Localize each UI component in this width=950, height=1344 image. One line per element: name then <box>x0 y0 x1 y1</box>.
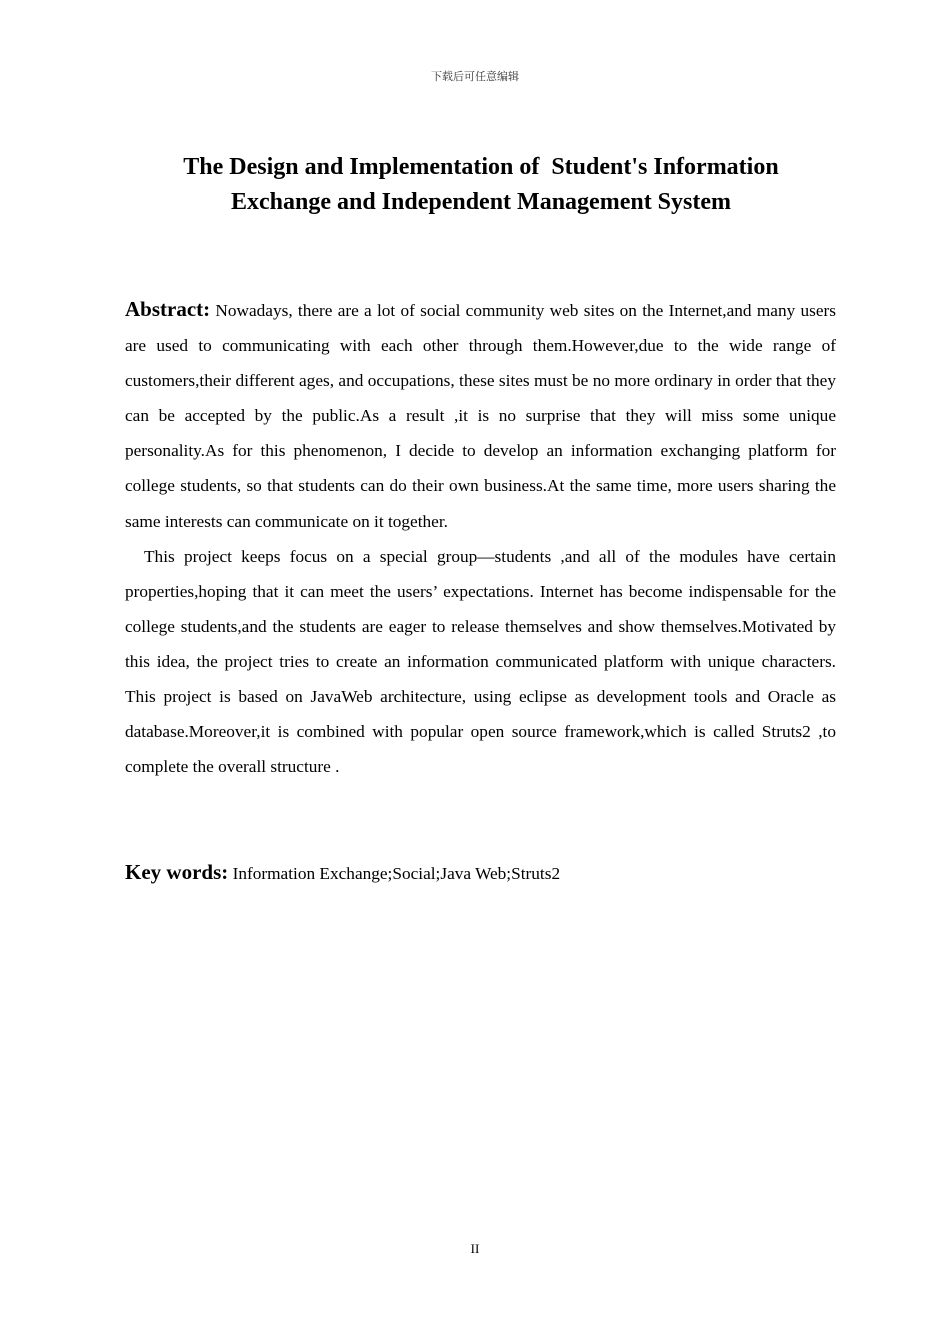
abstract-paragraph-1 <box>125 292 836 539</box>
document-title <box>125 150 837 220</box>
abstract-label: Abstract: <box>125 297 211 321</box>
title-line-2: Exchange and Independent Management System <box>230 189 732 215</box>
keywords-section <box>125 855 836 891</box>
header-note: 下载后可任意编辑 <box>431 70 519 83</box>
abstract-section <box>125 292 836 784</box>
keywords-label: Key words: <box>125 860 229 884</box>
abstract-paragraph-1-text: Nowadays, there are a lot of social community web sites on the Internet,and many users are used to communicating with each other through them.However,due to the wide range of customers,their different ages, and occupations, these sites must be no more ordinary in order that they can be accepted by the public.As a result ,it is no surprise that they will miss some unique personality.As for this phenomenon, I decide to develop an information exchanging platform for college students, so that students can do their own business.At the same time, more users sharing the same interests can communicate on it together. <box>125 301 836 531</box>
keywords-text: Information Exchange;Social;Java Web;Struts2 <box>228 864 561 883</box>
page-number: II <box>470 1241 480 1256</box>
abstract-paragraph-2: This project keeps focus on a special group—students ,and all of the modules have certain properties,hoping that it can meet the users’ expectations. Internet has become indispensable for the college students,and the students are eager to release themselves and show themselves.Motivated by this idea, the project tries to create an information communicated platform with unique characters. This project is based on JavaWeb architecture, using eclipse as development tools and Oracle as database.Moreover,it is combined with popular open source framework,which is called Struts2 ,to complete the overall structure . <box>125 546 836 777</box>
title-line-1: The Design and Implementation of Student's Information <box>183 154 779 180</box>
